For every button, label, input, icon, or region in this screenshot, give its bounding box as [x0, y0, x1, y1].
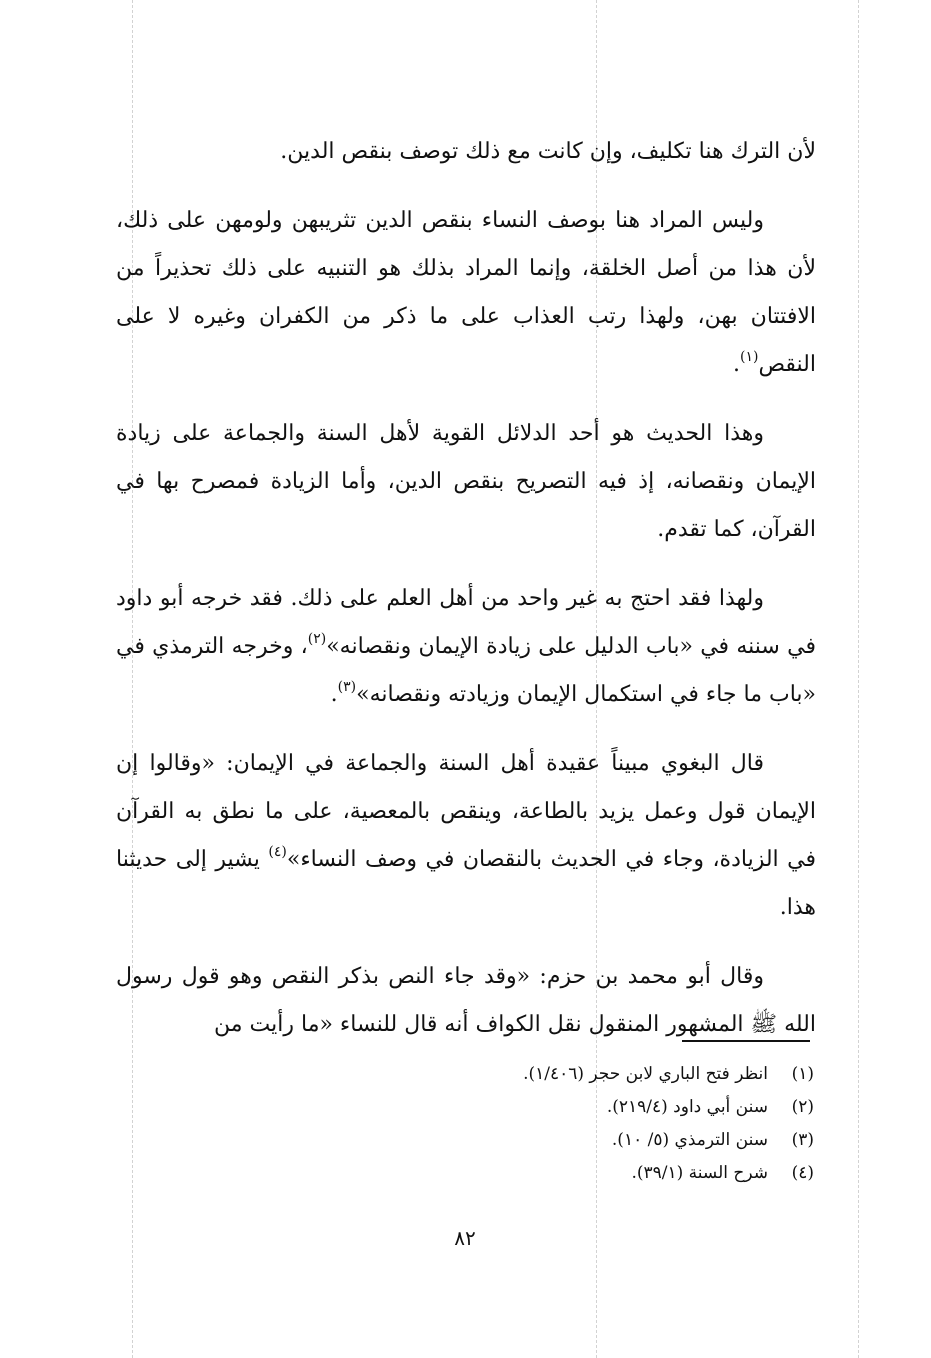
footnote: [360, 1157, 814, 1190]
footnote-number: (١): [791, 1064, 814, 1084]
footnote-number: (٢): [791, 1097, 814, 1117]
paragraph: [116, 410, 816, 554]
footnote-text: سنن الترمذي (٥/ ١٠).: [611, 1130, 768, 1150]
footnote: [360, 1091, 814, 1124]
scan-fold-line: [858, 0, 859, 1358]
paragraph-text: ولهذا فقد احتج به غير واحد من أهل العلم على ذلك. فقد خرجه أبو داود في سننه في «باب الدليل على زيادة الإيمان ونقصانه»: [116, 586, 817, 659]
page-number: ٨٢: [454, 1226, 476, 1250]
main-text: [116, 128, 816, 1070]
paragraph-text: قال البغوي مبيناً عقيدة أهل السنة والجماعة في الإيمان: «وقالوا إن الإيمان قول وعمل يزيد بالطاعة، وينقص بالمعصية، على ما نطق به القرآن في الزيادة، وجاء في الحديث بالنقصان في وصف النساء»: [116, 751, 817, 872]
paragraph-text: يشير إلى حديثنا هذا.: [116, 847, 816, 920]
footnote-text: سنن أبي داود (٢١٩/٤).: [606, 1097, 768, 1117]
paragraph-text: وهذا الحديث هو أحد الدلائل القوية لأهل السنة والجماعة على زيادة الإيمان ونقصانه، إذ فيه التصريح بنقص الدين، وأما الزيادة فمصرح بها في القرآن، كما تقدم.: [116, 421, 816, 542]
paragraph-text: وقال أبو محمد بن حزم: «وقد جاء النص بذكر النقص وهو قول رسول الله ﷺ المشهور المنقول نقل الكواف أنه قال للنساء «ما رأيت من: [116, 964, 816, 1037]
paragraph-text: لأن الترك هنا تكليف، وإن كانت مع ذلك توصف بنقص الدين.: [280, 139, 816, 164]
footnote-reference: (٤): [268, 844, 287, 860]
footnote-text: انظر فتح الباري لابن حجر (١/٤٠٦).: [523, 1064, 768, 1084]
footnote-reference: (١): [739, 349, 759, 365]
footnote: [360, 1124, 814, 1157]
paragraph: [116, 953, 816, 1049]
paragraph: [116, 575, 816, 719]
footnote: [360, 1058, 814, 1091]
footnote-reference: (٣): [337, 679, 357, 695]
paragraph: [116, 128, 816, 176]
paragraph-text: .: [330, 682, 338, 707]
paragraph: [116, 197, 816, 389]
paragraph: [116, 740, 816, 932]
paragraph-text: .: [732, 352, 740, 377]
footnote-text: شرح السنة (٣٩/١).: [631, 1163, 768, 1183]
footnote-separator: [682, 1040, 810, 1042]
footnote-number: (٤): [791, 1163, 814, 1183]
paragraph-text: ، وخرجه الترمذي في «باب ما جاء في استكمال الإيمان وزيادته ونقصانه»: [116, 634, 816, 707]
footnotes: [360, 1058, 814, 1190]
paragraph-text: وليس المراد هنا بوصف النساء بنقص الدين تثريبهن ولومهن على ذلك، لأن هذا من أصل الخلقة، وإنما المراد بذلك هو التنبيه على ذلك تحذيراً من الافتتان بهن، ولهذا رتب العذاب على ما ذكر من الكفران وغيره لا على النقص: [116, 208, 816, 377]
footnote-reference: (٢): [307, 631, 327, 647]
footnote-number: (٣): [791, 1130, 814, 1150]
